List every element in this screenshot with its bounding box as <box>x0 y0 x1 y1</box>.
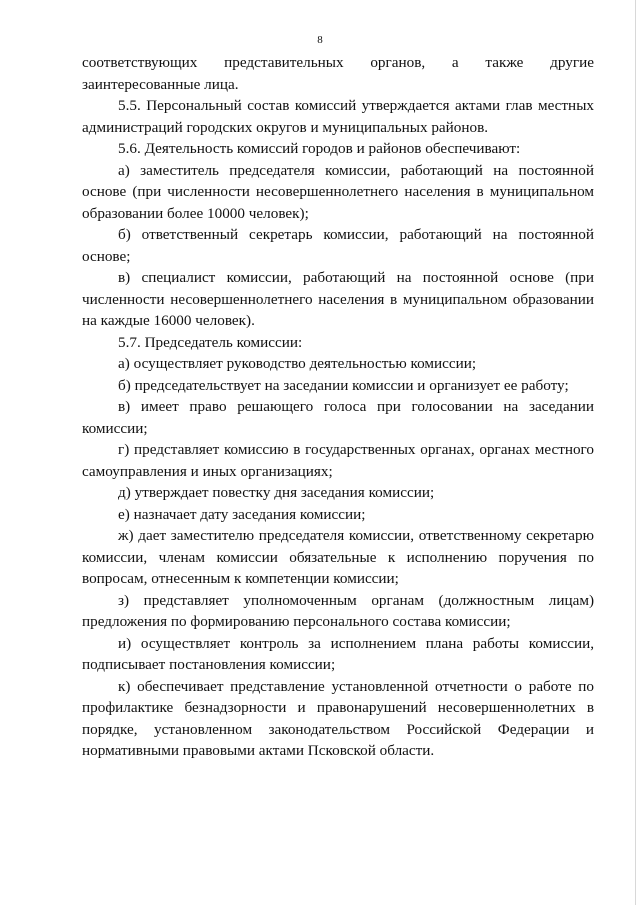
list-item-5-7-a: а) осуществляет руководство деятельностью комиссии; <box>118 355 477 372</box>
paragraph-5-6: 5.6. Деятельность комиссий городов и районов обеспечивают: <box>118 140 521 157</box>
list-item-5-7-g: г) представляет комиссию в государственных органах, органах местного самоуправления и иных организациях; <box>82 441 594 480</box>
list-item-5-7-e: е) назначает дату заседания комиссии; <box>118 505 366 523</box>
document-body <box>82 52 594 762</box>
page-number: 8 <box>317 34 323 46</box>
list-item-5-7-zh: ж) дает заместителю председателя комиссии, ответственному секретарю комиссии, членам комиссии обязательные к исполнению поручения по вопросам, отнесенным к компетенции комиссии; <box>82 527 594 587</box>
list-item-5-7-d: д) утверждает повестку дня заседания комиссии; <box>118 484 435 501</box>
paragraph-5-7: 5.7. Председатель комиссии: <box>118 333 303 351</box>
list-item-5-7-v: в) имеет право решающего голоса при голосовании на заседании комиссии; <box>82 398 594 437</box>
list-item-5-7-i: и) осуществляет контроль за исполнением плана работы комиссии, подписывает постановления комиссии; <box>82 634 594 673</box>
list-item-5-6-b: б) ответственный секретарь комиссии, работающий на постоянной основе; <box>82 226 594 265</box>
paragraph-5-5: 5.5. Персональный состав комиссий утверждается актами глав местных администраций городских округов и муниципальных районов. <box>82 97 594 136</box>
paragraph-continuation: соответствующих представительных органов, а также другие заинтересованные лица. <box>82 54 594 93</box>
list-item-5-7-b: б) председательствует на заседании комиссии и организует ее работу; <box>118 376 569 394</box>
list-item-5-6-v: в) специалист комиссии, работающий на постоянной основе (при численности несовершеннолетнего населения в муниципальном образовании на каждые 16000 человек). <box>82 269 594 329</box>
list-item-5-7-z: з) представляет уполномоченным органам (должностным лицам) предложения по формированию персонального состава комиссии; <box>82 591 594 630</box>
list-item-5-6-a: а) заместитель председателя комиссии, работающий на постоянной основе (при численности несовершеннолетнего населения в муниципальном образовании более 10000 человек); <box>82 161 594 222</box>
list-item-5-7-k: к) обеспечивает представление установленной отчетности о работе по профилактике безнадзорности и правонарушений несовершеннолетних в порядке, установленном законодательством Российской Федерации и нормативными правовыми актами Псковской области. <box>82 677 594 759</box>
scan-edge-line <box>635 0 636 905</box>
